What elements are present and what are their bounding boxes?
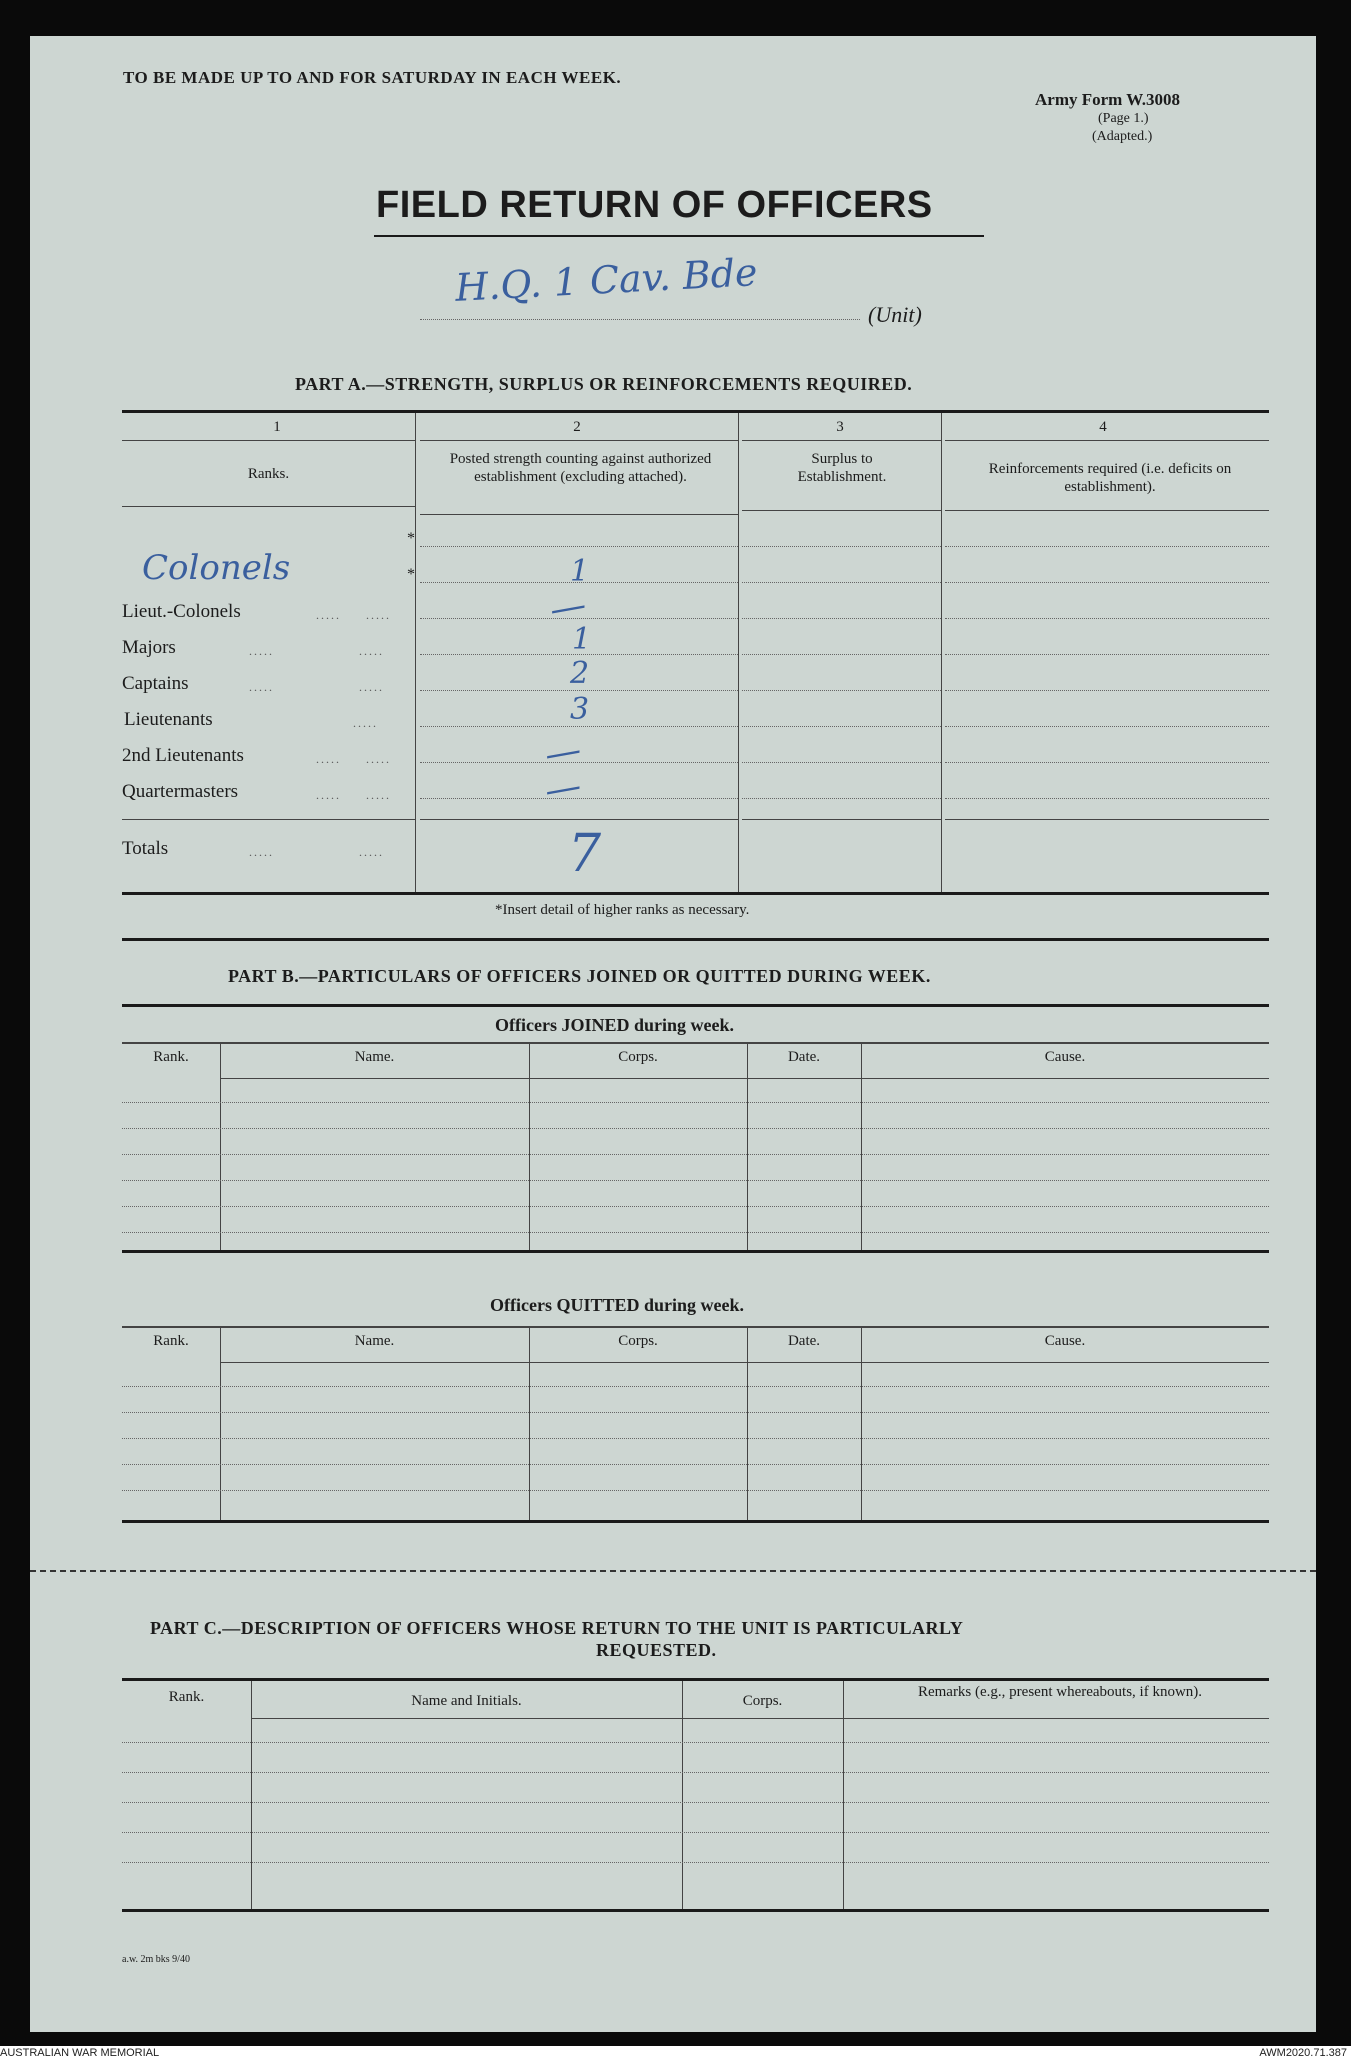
rank-handwritten-colonels: Colonels [142, 548, 291, 588]
rank-label-2nd-lieutenants: 2nd Lieutenants [122, 745, 244, 766]
row-line-surplus-2 [742, 582, 941, 583]
part-a-subheader-rule-1 [122, 440, 415, 441]
rank-star-2: * [407, 566, 415, 583]
col-number-4: 4 [1099, 419, 1107, 435]
part-c-row-line [122, 1862, 1269, 1863]
part-a-top-rule [122, 410, 1269, 413]
joined-row-line [122, 1128, 1269, 1129]
totals-rule-2 [420, 819, 738, 820]
row-line-reinf-5 [945, 690, 1269, 691]
rank-label-lieutenants: Lieutenants [124, 709, 213, 730]
quitted-bottom-rule [122, 1520, 1269, 1523]
quitted-header-cause: Cause. [1044, 1333, 1086, 1349]
leader-dots: ..... ..... [249, 845, 384, 859]
part-c-header-rank: Rank. [168, 1689, 205, 1705]
quitted-title-rule [122, 1326, 1269, 1328]
part-c-header-remarks: Remarks (e.g., present whereabouts, if known). [917, 1684, 1203, 1700]
part-c-bottom-rule [122, 1909, 1269, 1912]
quitted-row-line [122, 1386, 1269, 1387]
row-line-surplus-7 [742, 762, 941, 763]
joined-row-line [122, 1232, 1269, 1233]
part-c-row-line [122, 1772, 1269, 1773]
joined-header-date: Date. [787, 1049, 821, 1065]
row-line-surplus-4 [742, 654, 941, 655]
joined-header-rank: Rank. [153, 1049, 189, 1065]
part-a-subheader-rule-4 [945, 440, 1269, 441]
quitted-row-line [122, 1438, 1269, 1439]
quitted-col-divider [220, 1328, 221, 1520]
part-a-header-bottom-rule-1 [122, 506, 415, 507]
part-b-heading: PART B.—PARTICULARS OF OFFICERS JOINED OR QUITTED DURING WEEK. [228, 966, 931, 986]
part-c-row-line [122, 1832, 1269, 1833]
quitted-title: Officers QUITTED during week. [490, 1295, 744, 1315]
footer-accession: AWM2020.71.387 [1259, 2047, 1347, 2059]
row-line-surplus-8 [742, 798, 941, 799]
joined-col-divider [747, 1044, 748, 1250]
instruction-text: TO BE MADE UP TO AND FOR SATURDAY IN EACH WEEK. [123, 68, 622, 87]
form-page: (Page 1.) [1098, 111, 1149, 126]
rank-label-majors: Majors [122, 637, 176, 658]
value-lieut-colonels: — [546, 584, 590, 631]
row-line-reinf-6 [945, 726, 1269, 727]
quitted-header-rule [220, 1362, 1269, 1363]
part-c-heading-line2: REQUESTED. [596, 1640, 717, 1660]
part-c-header-name: Name and Initials. [411, 1693, 522, 1709]
totals-value: 7 [568, 824, 602, 884]
value-2nd-lieutenants: — [541, 729, 585, 776]
rank-label-quartermasters: Quartermasters [122, 781, 239, 802]
totals-rule-1 [122, 819, 415, 820]
totals-rule-3 [742, 819, 941, 820]
quitted-col-divider [747, 1328, 748, 1520]
part-a-subheader-rule-3 [742, 440, 941, 441]
row-line-surplus-6 [742, 726, 941, 727]
perforation-line [30, 1570, 1316, 1572]
row-line-reinf-4 [945, 654, 1269, 655]
col-header-ranks: Ranks. [247, 466, 290, 482]
row-line-reinf-7 [945, 762, 1269, 763]
part-a-heading: PART A.—STRENGTH, SURPLUS OR REINFORCEMENTS REQUIRED. [295, 374, 913, 394]
leader-dots: ..... ..... [249, 644, 384, 658]
part-a-subheader-rule-2 [420, 440, 738, 441]
rank-label-lieut-colonels: Lieut.-Colonels [122, 601, 241, 622]
joined-col-divider [529, 1044, 530, 1250]
leader-dots: ..... ..... [316, 752, 391, 766]
value-captains: 2 [570, 656, 590, 691]
part-b-top-rule [122, 1004, 1269, 1007]
part-c-col-divider [251, 1681, 252, 1909]
form-sheet [30, 36, 1316, 2032]
part-a-col-divider-1 [415, 413, 416, 893]
rank-label-captains: Captains [122, 673, 189, 694]
form-adapted: (Adapted.) [1092, 129, 1153, 144]
part-a-header-bottom-rule-4 [945, 510, 1269, 511]
joined-row-line [122, 1102, 1269, 1103]
leader-dots: ..... ..... [316, 788, 391, 802]
value-quartermasters: — [541, 765, 585, 812]
form-number: Army Form W.3008 [1035, 90, 1180, 109]
part-c-col-divider [843, 1681, 844, 1909]
quitted-row-line [122, 1490, 1269, 1491]
joined-row-line [122, 1154, 1269, 1155]
col-header-posted: Posted strength counting against authorized establishment (excluding attached). [449, 451, 712, 485]
row-line-surplus-1 [742, 546, 941, 547]
unit-label: (Unit) [868, 302, 922, 327]
page-title: FIELD RETURN OF OFFICERS [376, 184, 933, 226]
joined-header-cause: Cause. [1044, 1049, 1086, 1065]
totals-rule-4 [945, 819, 1269, 820]
part-a-col-divider-3 [941, 413, 942, 893]
unit-dotted-line [420, 319, 860, 320]
row-line-reinf-8 [945, 798, 1269, 799]
part-a-col-divider-2 [738, 413, 739, 893]
joined-header-name: Name. [354, 1049, 395, 1065]
print-code: a.w. 2m bks 9/40 [122, 1954, 190, 1965]
col-header-surplus: Surplus to Establishment. [797, 451, 887, 485]
quitted-row-line [122, 1464, 1269, 1465]
row-line-reinf-1 [945, 546, 1269, 547]
part-c-heading-line1: PART C.—DESCRIPTION OF OFFICERS WHOSE RETURN TO THE UNIT IS PARTICULARLY [150, 1618, 964, 1638]
quitted-col-divider [529, 1328, 530, 1520]
title-underline [374, 235, 984, 237]
value-lieutenants: 3 [570, 692, 590, 727]
joined-header-corps: Corps. [618, 1049, 658, 1065]
col-number-3: 3 [836, 419, 844, 435]
leader-dots: ..... ..... [316, 608, 391, 622]
part-a-footnote: *Insert detail of higher ranks as necessary. [495, 902, 750, 918]
part-a-bottom-rule [122, 892, 1269, 895]
part-a-header-bottom-rule-2 [420, 514, 738, 515]
part-c-row-line [122, 1802, 1269, 1803]
row-line-posted-1 [420, 546, 738, 547]
quitted-header-name: Name. [354, 1333, 395, 1349]
col-number-2: 2 [573, 419, 581, 435]
row-line-reinf-2 [945, 582, 1269, 583]
quitted-col-divider [861, 1328, 862, 1520]
row-line-surplus-5 [742, 690, 941, 691]
part-c-header-corps: Corps. [742, 1693, 783, 1709]
joined-title-rule [122, 1042, 1269, 1044]
footer-collection: AUSTRALIAN WAR MEMORIAL [0, 2047, 160, 2059]
leader-dots: ..... ..... [249, 680, 384, 694]
part-c-col-divider [682, 1681, 683, 1909]
quitted-header-date: Date. [787, 1333, 821, 1349]
totals-label: Totals [122, 838, 169, 859]
joined-title: Officers JOINED during week. [495, 1015, 734, 1035]
row-line-reinf-3 [945, 618, 1269, 619]
col-header-reinforcements: Reinforcements required (i.e. deficits on establishment). [988, 461, 1232, 495]
part-c-row-line [122, 1742, 1269, 1743]
quitted-header-corps: Corps. [618, 1333, 658, 1349]
part-c-top-rule [122, 1678, 1269, 1681]
quitted-row-line [122, 1412, 1269, 1413]
rank-star-1: * [407, 530, 415, 547]
quitted-header-rank: Rank. [153, 1333, 189, 1349]
joined-col-divider [861, 1044, 862, 1250]
part-a-header-bottom-rule-3 [742, 510, 941, 511]
joined-header-rule [220, 1078, 1269, 1079]
joined-row-line [122, 1206, 1269, 1207]
value-colonels: 1 [570, 554, 590, 589]
joined-row-line [122, 1180, 1269, 1181]
joined-bottom-rule [122, 1250, 1269, 1253]
part-a-footnote-rule [122, 938, 1269, 941]
leader-dots: ..... [318, 716, 378, 730]
col-number-1: 1 [273, 419, 281, 435]
unit-handwriting: H.Q. 1 Cav. Bde [454, 250, 759, 310]
joined-col-divider [220, 1044, 221, 1250]
value-majors: 1 [572, 622, 592, 657]
row-line-surplus-3 [742, 618, 941, 619]
part-c-header-rule [251, 1718, 1269, 1719]
